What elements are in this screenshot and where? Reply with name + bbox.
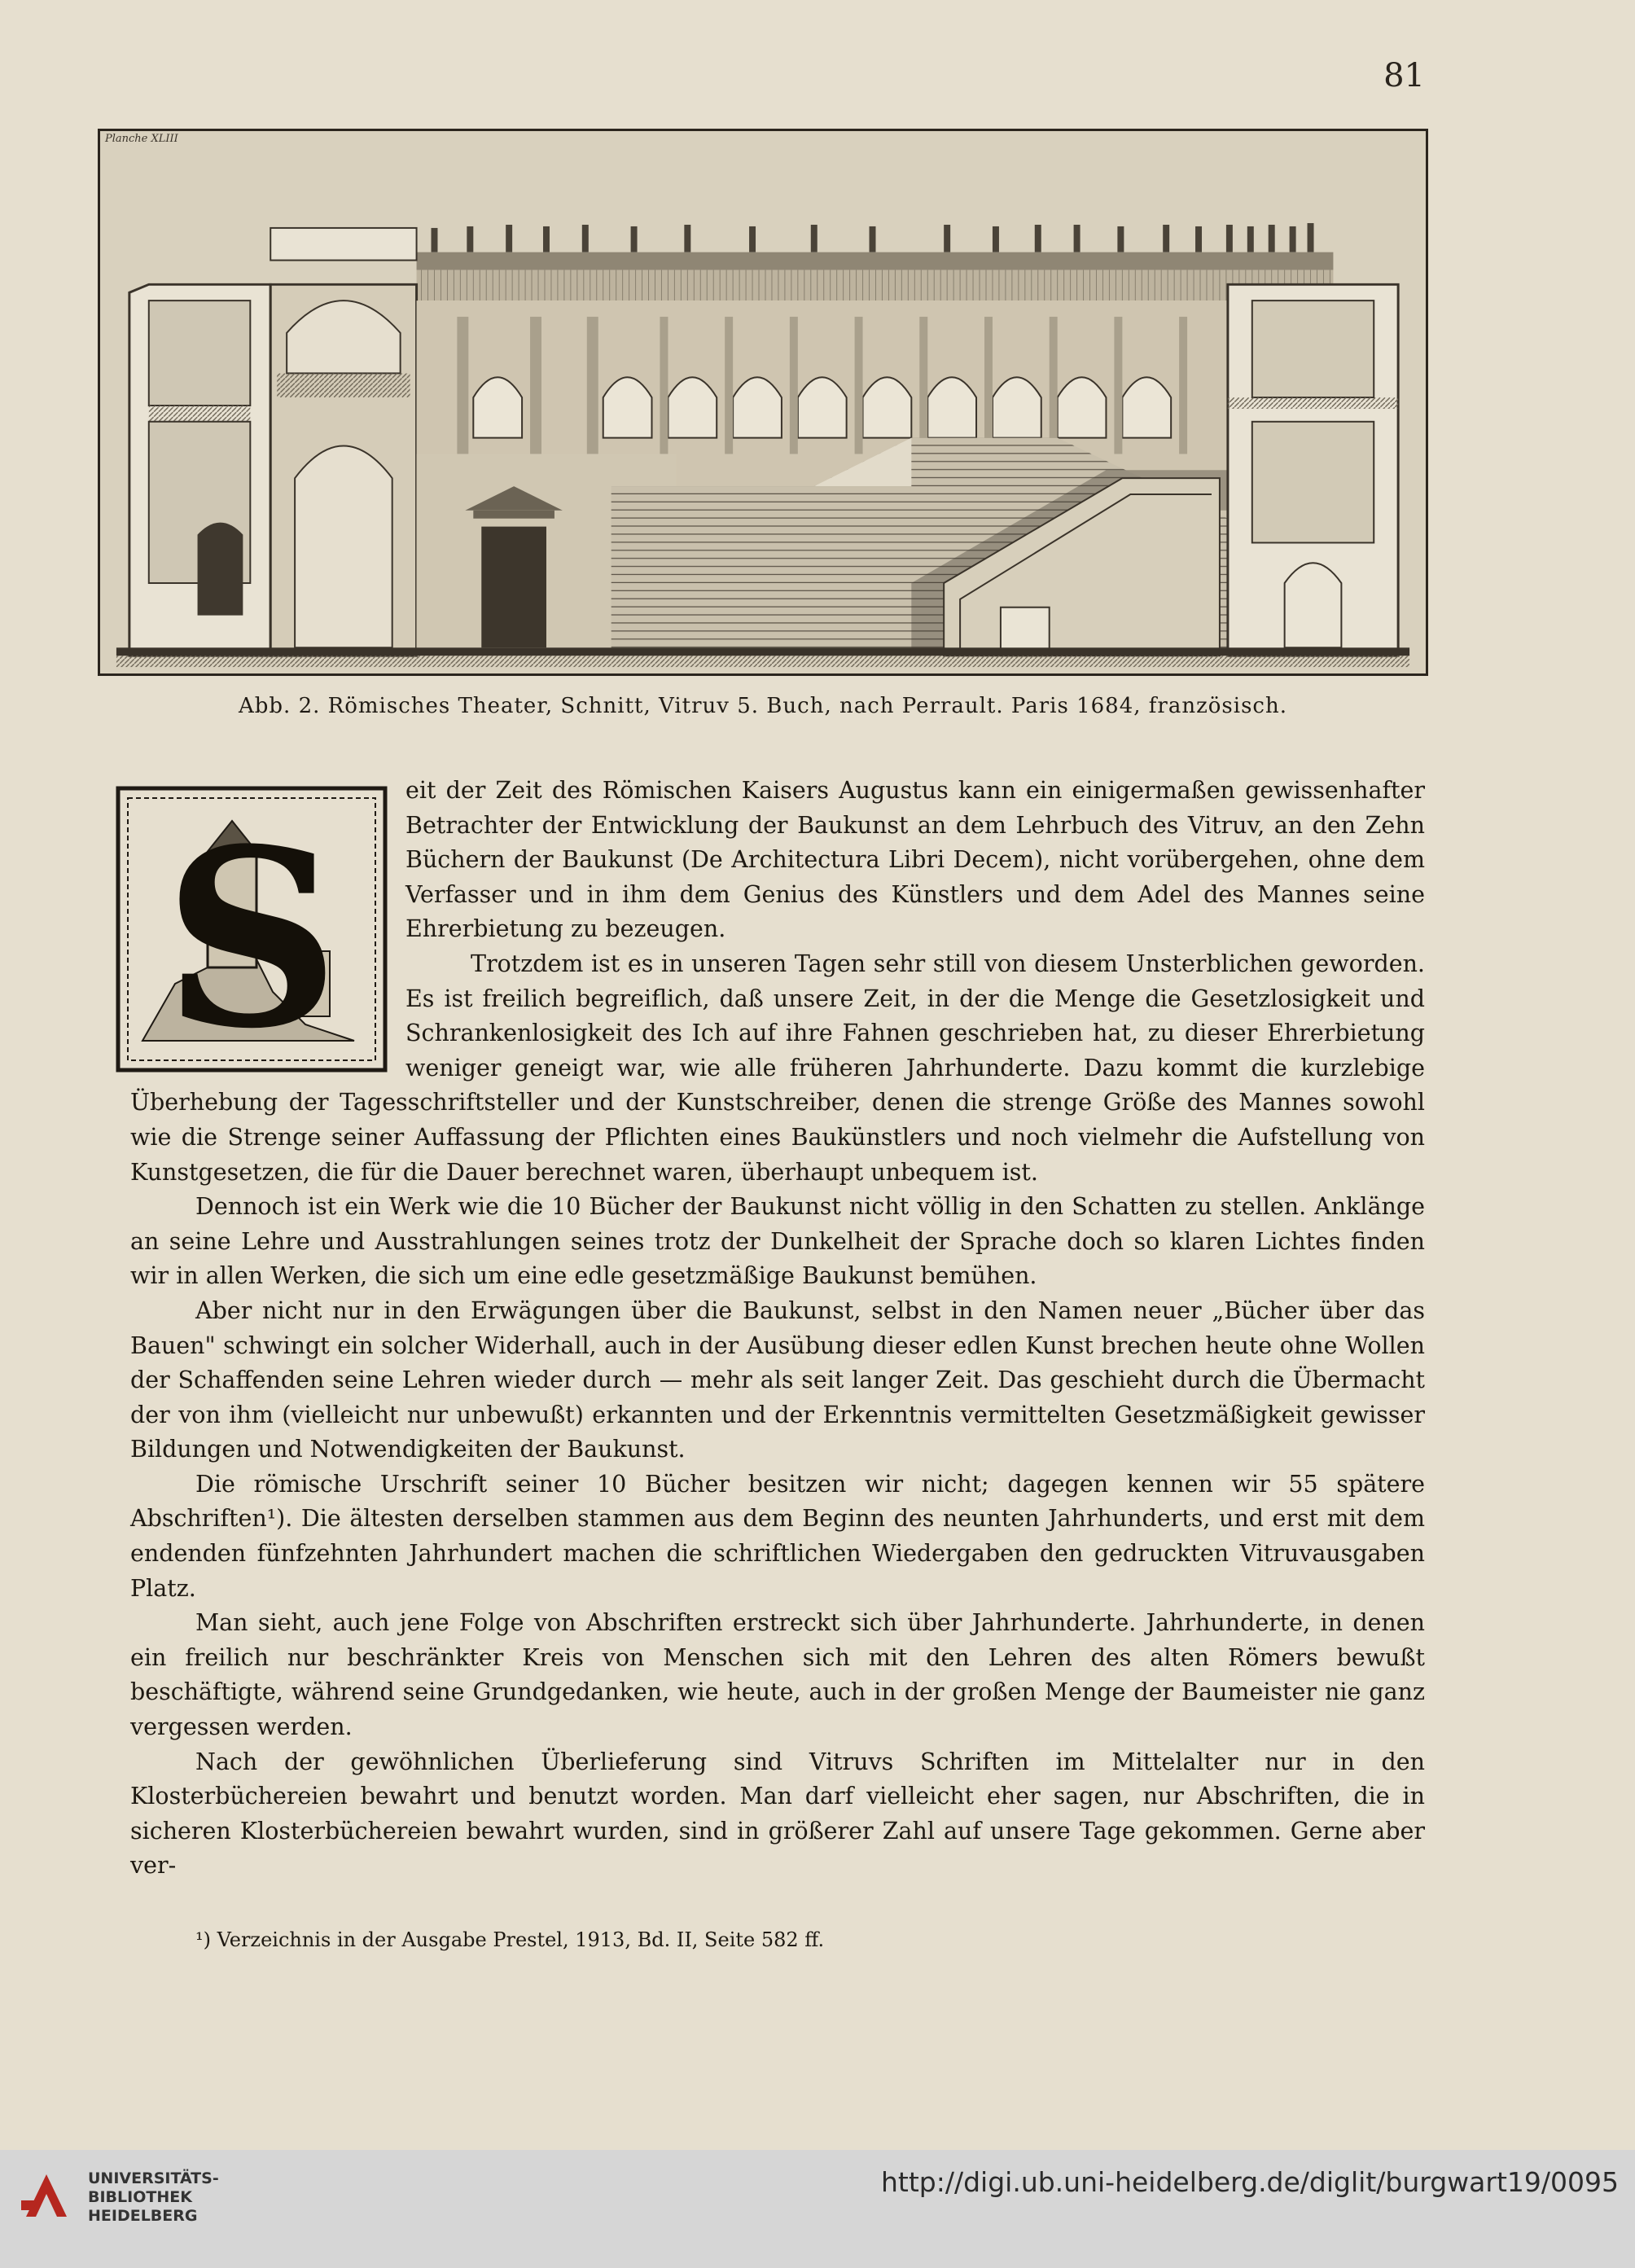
paragraph-3: Dennoch ist ein Werk wie die 10 Bücher der Baukunst nicht völlig in den Schatten zu stellen. Anklänge an seine Lehre und Ausstrahlungen seines trotz der Dunkelheit der Sprache doch so klaren Lichtes finden wir in allen Werken, die sich um eine edle gesetzmäßige Baukunst bemühen.: [130, 1193, 1425, 1290]
library-name-line1: UNIVERSITÄTS-: [88, 2169, 219, 2187]
document-url-link[interactable]: http://digi.ub.uni-heidelberg.de/diglit/burgwart19/0095: [881, 2166, 1619, 2198]
paragraph-4: Aber nicht nur in den Erwägungen über die Baukunst, selbst in den Namen neuer „Bücher über das Bauen" schwingt ein solcher Widerhall, auch in der Ausübung dieser edlen Kunst brechen heute ohne Wollen der Schaffenden seine Lehren wieder durch — mehr als seit langer Zeit. Das geschieht durch die Übermacht der von ihm (vielleicht nur unbewußt) erkannten und der Erkenntnis vermittelten Gesetzmäßigkeit gewisser Bildungen und Notwendigkeiten der Baukunst.: [130, 1296, 1425, 1463]
paragraph-2: Trotzdem ist es in unseren Tagen sehr still von diesem Unsterblichen geworden. Es ist freilich begreiflich, daß unsere Zeit, in der die Menge die Gesetzlosigkeit und Schrankenlosigkeit des Ich auf ihre Fahnen geschrieben hat, zu dieser Ehrerbietung weniger geneigt war, wie alle früheren Jahrhunderte. Dazu kommt die kurzlebige Überhebung der Tagesschriftsteller und der Kunstschreiber, denen die strenge Größe des Mannes sowohl wie die Strenge seiner Auffassung der Pflichten eines Baukünstlers und noch vielmehr die Aufstellung von Kunstgesetzen, die für die Dauer berechnet waren, überhaupt unbequem ist.: [130, 950, 1425, 1186]
paragraph-5: Die römische Urschrift seiner 10 Bücher besitzen wir nicht; dagegen kennen wir 55 spätere Abschriften¹). Die ältesten derselben stammen aus dem Beginn des neunten Jahrhunderts, und erst mit dem endenden fünfzehnten Jahrhundert machen die schriftlichen Wiedergaben den gedruckten Vitruvausgaben Platz.: [130, 1470, 1425, 1602]
library-logo-icon: [18, 2168, 75, 2225]
library-name-line3: HEIDELBERG: [88, 2207, 198, 2225]
paragraph-7: Nach der gewöhnlichen Überlieferung sind Vitruvs Schriften im Mittelalter nur in den Klosterbüchereien bewahrt und benutzt worden. Man darf vielleicht eher sagen, nur Abschriften, die in sicheren Klosterbüchereien bewahrt wurden, sind in größerer Zahl auf unsere Tage gekommen. Gerne aber ver-: [130, 1748, 1425, 1880]
library-name-line2: BIBLIOTHEK: [88, 2188, 192, 2206]
library-footer-bar: [0, 2150, 1635, 2268]
library-name: [88, 2169, 219, 2226]
main-text: [130, 774, 1425, 1884]
paragraph-1: eit der Zeit des Römischen Kaisers Augustus kann ein einigermaßen gewissenhafter Betrachter der Entwicklung der Baukunst an dem Lehrbuch des Vitruv, an den Zehn Büchern der Baukunst (De Architectura Libri Decem), nicht vorübergehen, ohne dem Verfasser und in ihm dem Genius des Künstlers und dem Adel des Mannes seine Ehrerbietung zu bezeugen.: [405, 777, 1425, 943]
paragraph-6: Man sieht, auch jene Folge von Abschriften erstreckt sich über Jahrhunderte. Jahrhunderte, in denen ein freilich nur beschränkter Kreis von Menschen sich mit den Lehren des alten Römers bewußt beschäftigte, während seine Grundgedanken, wie heute, auch in der großen Menge der Baumeister nie ganz vergessen werden.: [130, 1609, 1425, 1741]
footnote: ¹) Verzeichnis in der Ausgabe Prestel, 1913, Bd. II, Seite 582 ff.: [195, 1928, 825, 1951]
page-number: 81: [1383, 57, 1425, 94]
plate-label: Planche XLIII: [105, 133, 178, 145]
initial-letter-glyph: S: [163, 795, 340, 1078]
theater-engraving: [100, 131, 1426, 673]
theater-section-illustration: [98, 129, 1428, 676]
figure-caption: Abb. 2. Römisches Theater, Schnitt, Vitruv 5. Buch, nach Perrault. Paris 1684, französisch.: [238, 694, 1287, 718]
initial-spacer: [119, 774, 405, 1085]
